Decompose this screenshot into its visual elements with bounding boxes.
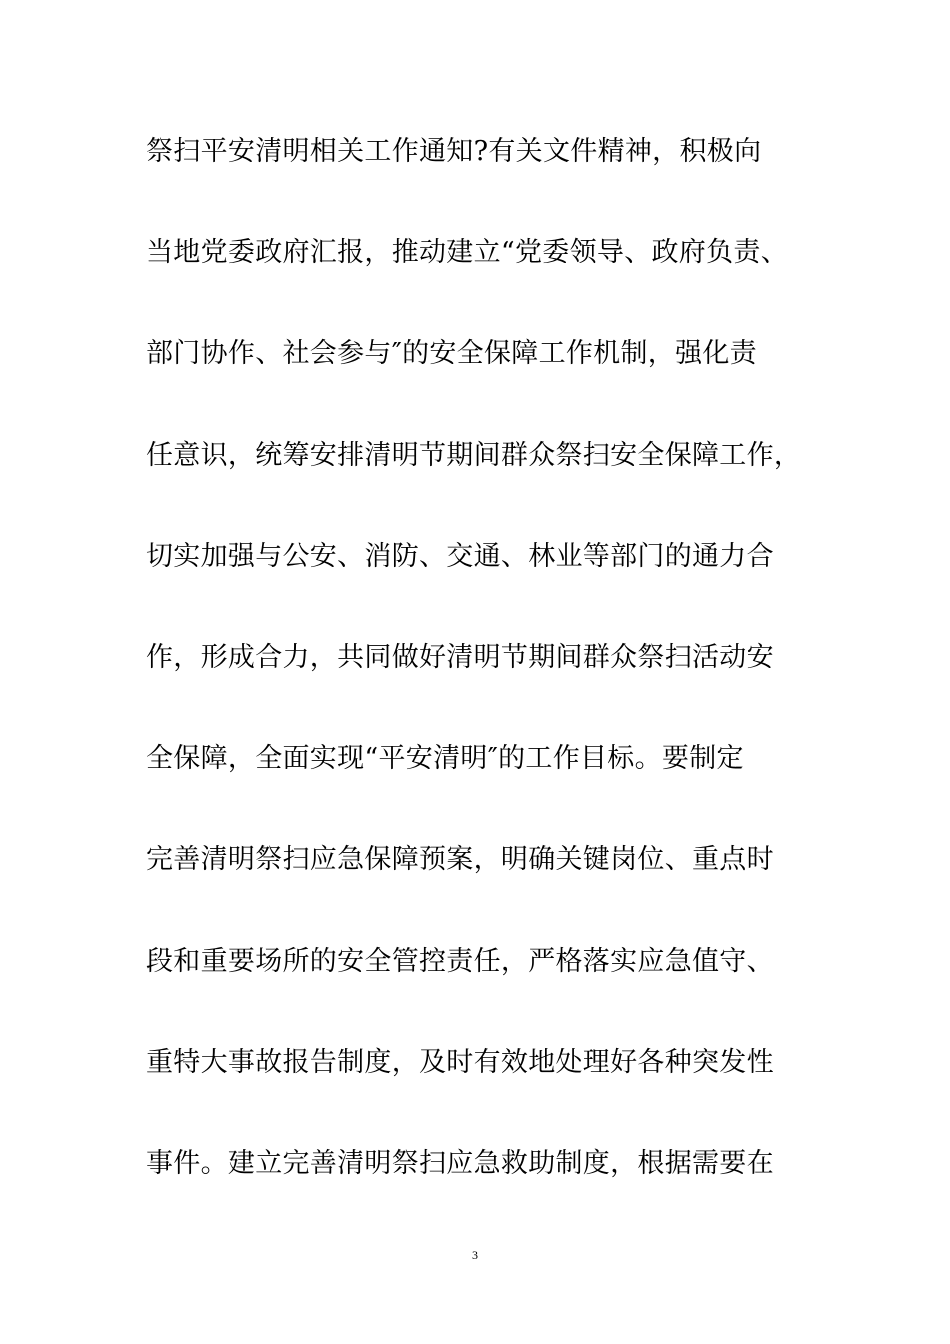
- text-line: 当地党委政府汇报，推动建立“党委领导、政府负责、: [146, 237, 789, 269]
- text-line: 全保障，全面实现“平安清明″的工作目标。要制定: [146, 743, 744, 775]
- text-line: 任意识，统筹安排清明节期间群众祭扫安全保障工作，: [146, 439, 802, 471]
- text-line: 事件。建立完善清明祭扫应急救助制度，根据需要在: [146, 1147, 774, 1179]
- page-number: 3: [472, 1248, 478, 1262]
- text-line: 作，形成合力，共同做好清明节期间群众祭扫活动安: [146, 641, 774, 673]
- text-line: 切实加强与公安、消防、交通、林业等部门的通力合: [146, 540, 774, 572]
- text-line: 完善清明祭扫应急保障预案，明确关键岗位、重点时: [146, 844, 774, 876]
- text-line: 祭扫平安清明相关工作通知?有关文件精神，积极向: [146, 136, 762, 167]
- text-line: 重特大事故报告制度，及时有效地处理好各种突发性: [146, 1046, 774, 1078]
- text-line: 部门协作、社会参与″的安全保障工作机制，强化责: [146, 338, 757, 370]
- text-line: 段和重要场所的安全管控责任，严格落实应急值守、: [146, 945, 774, 977]
- body-text: [146, 128, 826, 1241]
